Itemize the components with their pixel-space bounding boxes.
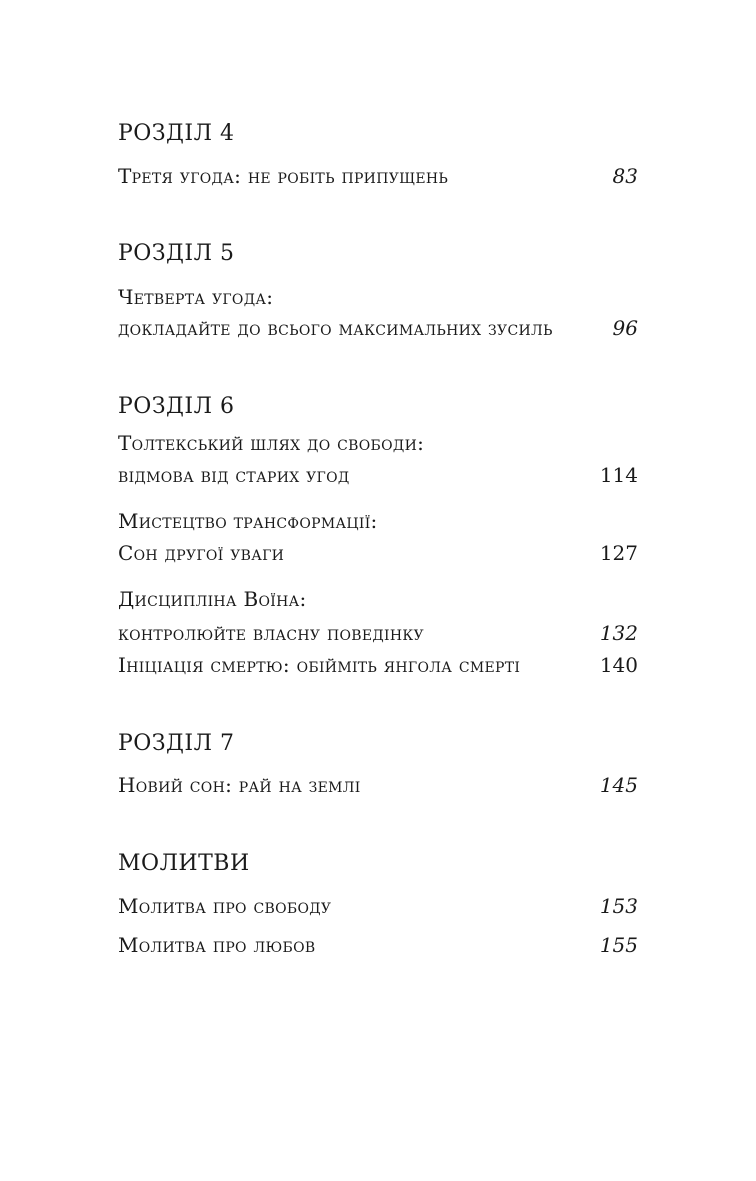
toc-entry-subtitle[interactable]: докладайте до всього максимальних зусиль — [118, 316, 553, 340]
toc-entry-title[interactable]: Мистецтво трансформації: — [118, 509, 378, 533]
toc-entry-page: 132 — [599, 621, 638, 645]
chapter-6-heading: РОЗДІЛ 6 — [118, 394, 235, 419]
chapter-7-heading: РОЗДІЛ 7 — [118, 731, 235, 756]
toc-entry-title[interactable]: Ініціація смертю: обійміть янгола смерті — [118, 653, 521, 677]
toc-entry-title[interactable]: Третя угода: не робіть припущень — [118, 164, 449, 188]
toc-entry-page: 153 — [599, 894, 638, 918]
toc-entry-subtitle[interactable]: відмова від старих угод — [118, 463, 350, 487]
toc-entry-page: 145 — [599, 773, 638, 797]
toc-entry-subtitle[interactable]: контролюйте власну поведінку — [118, 621, 424, 645]
prayers-heading: МОЛИТВИ — [118, 851, 250, 876]
toc-entry-page: 155 — [599, 933, 638, 957]
toc-entry-title[interactable]: Дисципліна Воїна: — [118, 587, 307, 611]
toc-entry-subtitle[interactable]: Сон другої уваги — [118, 541, 285, 565]
toc-entry-title[interactable]: Четверта угода: — [118, 285, 274, 309]
toc-entry-page: 127 — [599, 541, 638, 565]
toc-entry-title[interactable]: Толтекський шлях до свободи: — [118, 431, 425, 455]
toc-entry-page: 96 — [612, 316, 638, 340]
toc-entry-title[interactable]: Молитва про любов — [118, 933, 316, 957]
toc-entry-title[interactable]: Новий сон: рай на землі — [118, 773, 361, 797]
chapter-5-heading: РОЗДІЛ 5 — [118, 241, 235, 266]
toc-entry-title[interactable]: Молитва про свободу — [118, 894, 332, 918]
toc-entry-page: 83 — [612, 164, 638, 188]
toc-entry-page: 140 — [599, 653, 638, 677]
toc-entry-page: 114 — [599, 463, 638, 487]
chapter-4-heading: РОЗДІЛ 4 — [118, 121, 235, 146]
